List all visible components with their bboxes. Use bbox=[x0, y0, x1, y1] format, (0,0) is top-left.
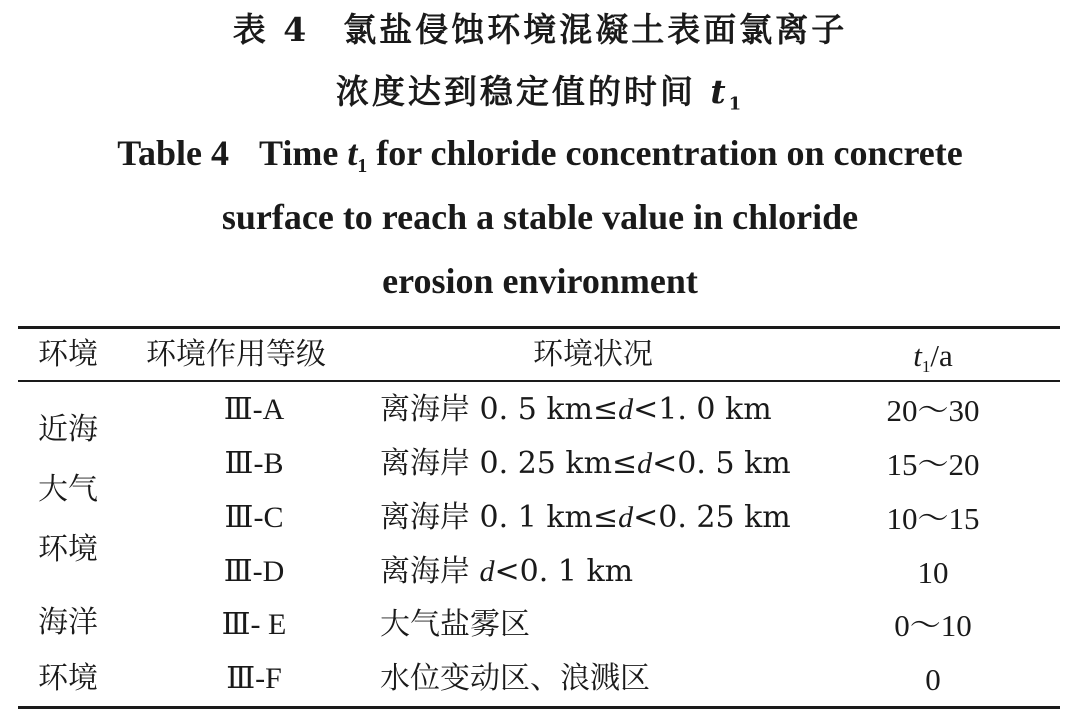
header-t1-var: t bbox=[913, 338, 922, 373]
row-6-condition: 水位变动区、浪溅区 bbox=[380, 661, 650, 696]
row-3-condition: 离海岸 0. 1 km≤d<0. 25 km bbox=[380, 500, 791, 535]
table-bottom-rule bbox=[18, 706, 1060, 709]
row-1-grade: Ⅲ-A bbox=[223, 393, 285, 426]
caption-cn-title-2: 浓度达到稳定值的时间 bbox=[335, 72, 711, 111]
env-label-coastal-1: 近海 bbox=[38, 412, 98, 447]
row-3-var: d bbox=[618, 501, 634, 534]
row-4-var: d bbox=[479, 555, 495, 588]
caption-cn-var: t bbox=[710, 72, 729, 111]
caption-en-line-1 bbox=[0, 132, 1080, 177]
caption-en-title-a: Time bbox=[258, 133, 348, 173]
table-number-en: Table 4 bbox=[117, 133, 229, 173]
caption-cn-sub: 1 bbox=[728, 93, 745, 115]
env-label-marine-2: 环境 bbox=[38, 661, 98, 696]
table-top-rule bbox=[18, 326, 1060, 329]
env-label-marine-1: 海洋 bbox=[38, 605, 98, 640]
caption-en-line-3: erosion environment bbox=[382, 261, 698, 301]
header-condition: 环境状况 bbox=[533, 337, 653, 372]
row-4-t1: 10 bbox=[917, 555, 949, 590]
row-1-condition: 离海岸 0. 5 km≤d<1. 0 km bbox=[380, 392, 772, 427]
row-5-condition: 大气盐雾区 bbox=[380, 607, 530, 642]
row-2-grade: Ⅲ-B bbox=[224, 447, 284, 480]
row-6-grade: Ⅲ-F bbox=[226, 662, 282, 695]
caption-cn-line-1 bbox=[0, 4, 1080, 51]
header-grade: 环境作用等级 bbox=[146, 337, 326, 372]
table-number-cn: 表 4 bbox=[232, 10, 310, 49]
env-label-coastal-2: 大气 bbox=[38, 472, 98, 507]
row-2-condition: 离海岸 0. 25 km≤d<0. 5 km bbox=[380, 446, 791, 481]
table-header-rule bbox=[18, 380, 1060, 382]
row-5-grade: Ⅲ- E bbox=[221, 608, 287, 641]
header-t1 bbox=[913, 338, 953, 376]
row-5-t1: 0～10 bbox=[894, 608, 972, 643]
row-2-t1: 15～20 bbox=[886, 447, 980, 482]
caption-cn-line-2 bbox=[0, 66, 1080, 113]
row-4-grade: Ⅲ-D bbox=[223, 555, 285, 588]
row-4-condition: 离海岸 d<0. 1 km bbox=[380, 554, 634, 589]
row-1-t1: 20～30 bbox=[886, 393, 980, 428]
row-3-t1: 10～15 bbox=[886, 501, 980, 536]
caption-en-var: t bbox=[347, 133, 358, 173]
row-1-var: d bbox=[618, 393, 634, 426]
header-environment: 环境 bbox=[38, 337, 98, 372]
caption-en-title-b: for chloride concentration on concrete bbox=[367, 133, 963, 173]
row-6-t1: 0 bbox=[925, 662, 941, 697]
header-t1-sub: 1 bbox=[921, 356, 931, 376]
row-3-grade: Ⅲ-C bbox=[224, 501, 284, 534]
env-label-coastal-3: 环境 bbox=[38, 532, 98, 567]
row-2-var: d bbox=[637, 447, 653, 480]
caption-en-sub: 1 bbox=[357, 154, 368, 177]
header-t1-unit: /a bbox=[930, 338, 953, 373]
caption-en-line-2: surface to reach a stable value in chloride bbox=[221, 197, 859, 237]
caption-cn-title-1: 氯盐侵蚀环境混凝土表面氯离子 bbox=[343, 10, 848, 49]
